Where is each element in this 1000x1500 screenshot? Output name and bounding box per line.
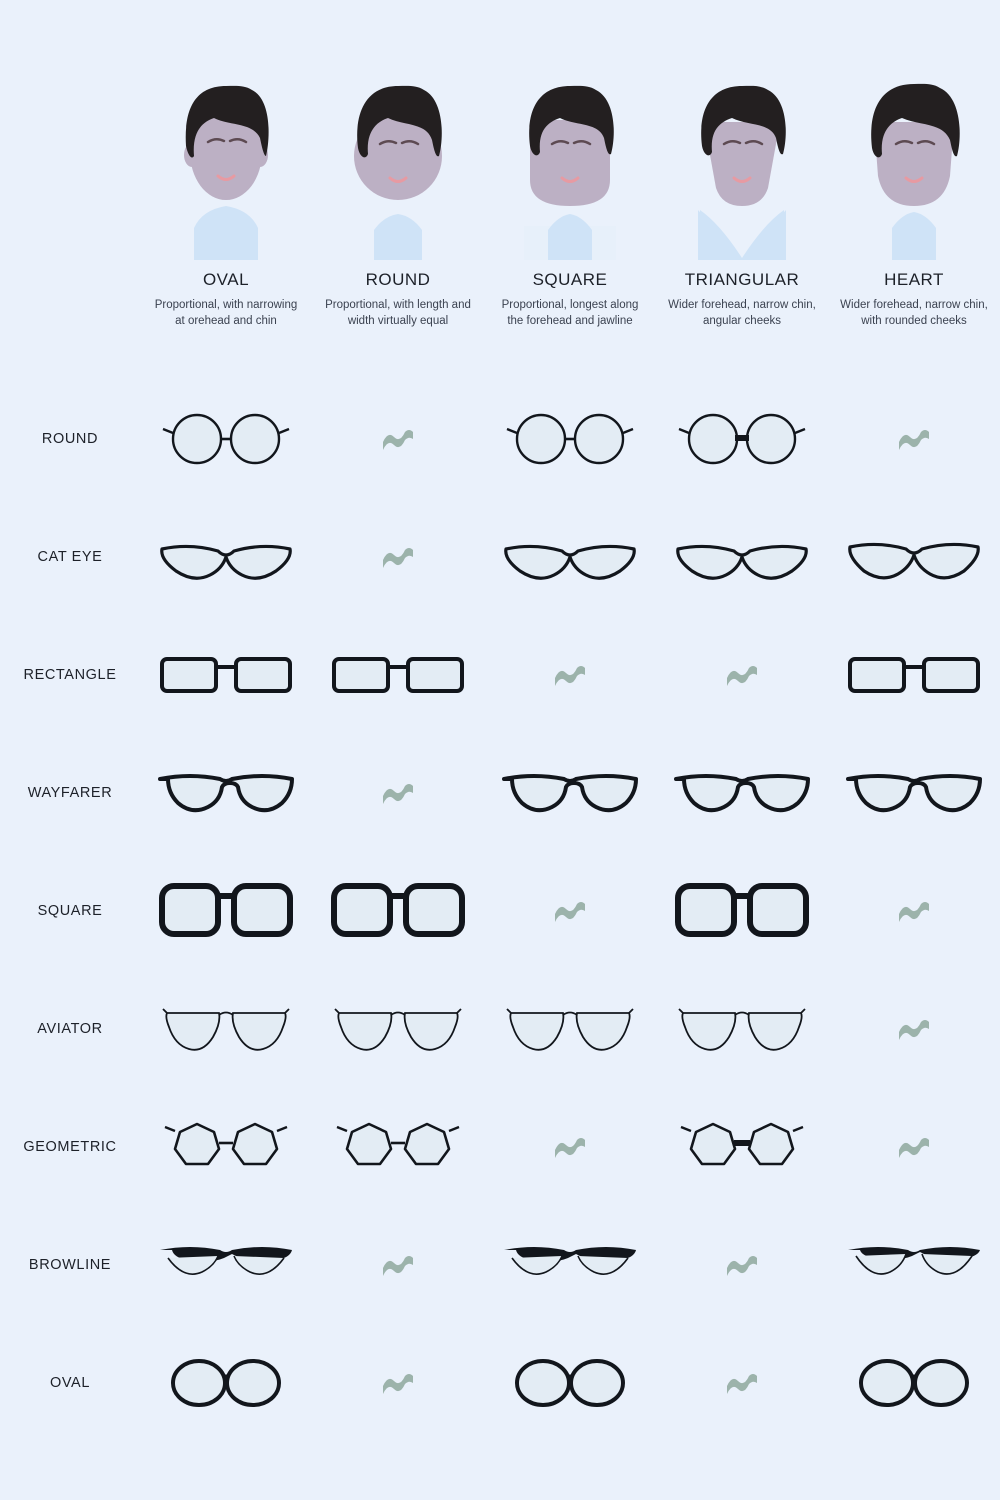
cell-oval-round[interactable] bbox=[312, 1324, 484, 1442]
face-description: Wider forehead, narrow chin, with rounded cheeks bbox=[840, 299, 988, 327]
frame-row-label: RECTANGLE bbox=[23, 667, 117, 683]
cell-round-triangular[interactable] bbox=[656, 380, 828, 498]
cell-browline-triangular[interactable] bbox=[656, 1206, 828, 1324]
cell-wayfarer-round[interactable] bbox=[312, 734, 484, 852]
cell-round-square[interactable] bbox=[484, 380, 656, 498]
cell-cateye-square[interactable] bbox=[484, 498, 656, 616]
cell-geometric-square[interactable] bbox=[484, 1088, 656, 1206]
cell-oval-oval[interactable] bbox=[140, 1324, 312, 1442]
cell-browline-heart[interactable] bbox=[828, 1206, 1000, 1324]
cell-aviator-square[interactable] bbox=[484, 970, 656, 1088]
cell-cateye-heart[interactable] bbox=[828, 498, 1000, 616]
cell-rectangle-triangular[interactable] bbox=[656, 616, 828, 734]
face-name: SQUARE bbox=[532, 270, 608, 289]
cell-rectangle-oval[interactable] bbox=[140, 616, 312, 734]
face-description: Proportional, with length and width virtually equal bbox=[325, 299, 471, 327]
no-match-icon bbox=[380, 1254, 416, 1276]
cell-oval-triangular[interactable] bbox=[656, 1324, 828, 1442]
cell-square-oval[interactable] bbox=[140, 852, 312, 970]
face-name: ROUND bbox=[365, 270, 431, 289]
no-match-icon bbox=[896, 1018, 932, 1040]
cell-cateye-triangular[interactable] bbox=[656, 498, 828, 616]
cell-browline-square[interactable] bbox=[484, 1206, 656, 1324]
cell-round-oval[interactable] bbox=[140, 380, 312, 498]
frame-row-label: OVAL bbox=[49, 1375, 90, 1391]
frame-row-label: CAT EYE bbox=[37, 549, 103, 565]
no-match-icon bbox=[724, 1254, 760, 1276]
table-row bbox=[0, 1088, 1000, 1206]
cell-browline-round[interactable] bbox=[312, 1206, 484, 1324]
cell-geometric-triangular[interactable] bbox=[656, 1088, 828, 1206]
face-column-square bbox=[484, 60, 656, 329]
cell-rectangle-round[interactable] bbox=[312, 616, 484, 734]
no-match-icon bbox=[552, 900, 588, 922]
no-match-icon bbox=[552, 664, 588, 686]
face-illustration-triangular bbox=[672, 60, 812, 260]
cell-cateye-oval[interactable] bbox=[140, 498, 312, 616]
cell-square-heart[interactable] bbox=[828, 852, 1000, 970]
no-match-icon bbox=[896, 1136, 932, 1158]
face-column-round bbox=[312, 60, 484, 329]
face-description: Proportional, with narrowing at orehead and chin bbox=[154, 299, 298, 327]
cell-cateye-round[interactable] bbox=[312, 498, 484, 616]
face-column-oval bbox=[140, 60, 312, 329]
face-illustration-square bbox=[500, 60, 640, 260]
cell-round-heart[interactable] bbox=[828, 380, 1000, 498]
face-illustration-heart bbox=[844, 60, 984, 260]
face-name: TRIANGULAR bbox=[684, 270, 800, 289]
frame-row-label: ROUND bbox=[41, 431, 99, 447]
cell-oval-heart[interactable] bbox=[828, 1324, 1000, 1442]
cell-aviator-triangular[interactable] bbox=[656, 970, 828, 1088]
cell-aviator-round[interactable] bbox=[312, 970, 484, 1088]
no-match-icon bbox=[380, 1372, 416, 1394]
cell-rectangle-heart[interactable] bbox=[828, 616, 1000, 734]
face-name: OVAL bbox=[202, 270, 250, 289]
cell-square-square[interactable] bbox=[484, 852, 656, 970]
frame-row-label: SQUARE bbox=[37, 903, 103, 919]
table-row bbox=[0, 1324, 1000, 1442]
cell-aviator-heart[interactable] bbox=[828, 970, 1000, 1088]
cell-geometric-round[interactable] bbox=[312, 1088, 484, 1206]
cell-wayfarer-triangular[interactable] bbox=[656, 734, 828, 852]
face-description: Wider forehead, narrow chin, angular cheeks bbox=[668, 299, 816, 327]
no-match-icon bbox=[380, 428, 416, 450]
cell-geometric-heart[interactable] bbox=[828, 1088, 1000, 1206]
table-row bbox=[0, 1206, 1000, 1324]
no-match-icon bbox=[724, 664, 760, 686]
cell-aviator-oval[interactable] bbox=[140, 970, 312, 1088]
table-row bbox=[0, 380, 1000, 498]
frame-row-label: BROWLINE bbox=[28, 1257, 112, 1273]
frame-matrix bbox=[0, 380, 1000, 1442]
cell-rectangle-square[interactable] bbox=[484, 616, 656, 734]
cell-square-round[interactable] bbox=[312, 852, 484, 970]
table-row bbox=[0, 616, 1000, 734]
frame-row-label: WAYFARER bbox=[27, 785, 113, 801]
table-row bbox=[0, 498, 1000, 616]
frame-row-label: AVIATOR bbox=[37, 1021, 103, 1037]
cell-wayfarer-heart[interactable] bbox=[828, 734, 1000, 852]
cell-round-round[interactable] bbox=[312, 380, 484, 498]
no-match-icon bbox=[552, 1136, 588, 1158]
face-column-heart bbox=[828, 60, 1000, 329]
cell-wayfarer-square[interactable] bbox=[484, 734, 656, 852]
table-row bbox=[0, 970, 1000, 1088]
face-description: Proportional, longest along the forehead and jawline bbox=[501, 299, 639, 327]
face-name: HEART bbox=[884, 270, 944, 289]
face-illustration-oval bbox=[156, 60, 296, 260]
no-match-icon bbox=[896, 428, 932, 450]
face-column-triangular bbox=[656, 60, 828, 329]
cell-wayfarer-oval[interactable] bbox=[140, 734, 312, 852]
no-match-icon bbox=[380, 546, 416, 568]
frame-row-label: GEOMETRIC bbox=[23, 1139, 117, 1155]
no-match-icon bbox=[896, 900, 932, 922]
no-match-icon bbox=[724, 1372, 760, 1394]
no-match-icon bbox=[380, 782, 416, 804]
table-row bbox=[0, 852, 1000, 970]
cell-geometric-oval[interactable] bbox=[140, 1088, 312, 1206]
cell-browline-oval[interactable] bbox=[140, 1206, 312, 1324]
table-row bbox=[0, 734, 1000, 852]
cell-oval-square[interactable] bbox=[484, 1324, 656, 1442]
face-illustration-round bbox=[328, 60, 468, 260]
face-header-row bbox=[140, 60, 1000, 329]
cell-square-triangular[interactable] bbox=[656, 852, 828, 970]
